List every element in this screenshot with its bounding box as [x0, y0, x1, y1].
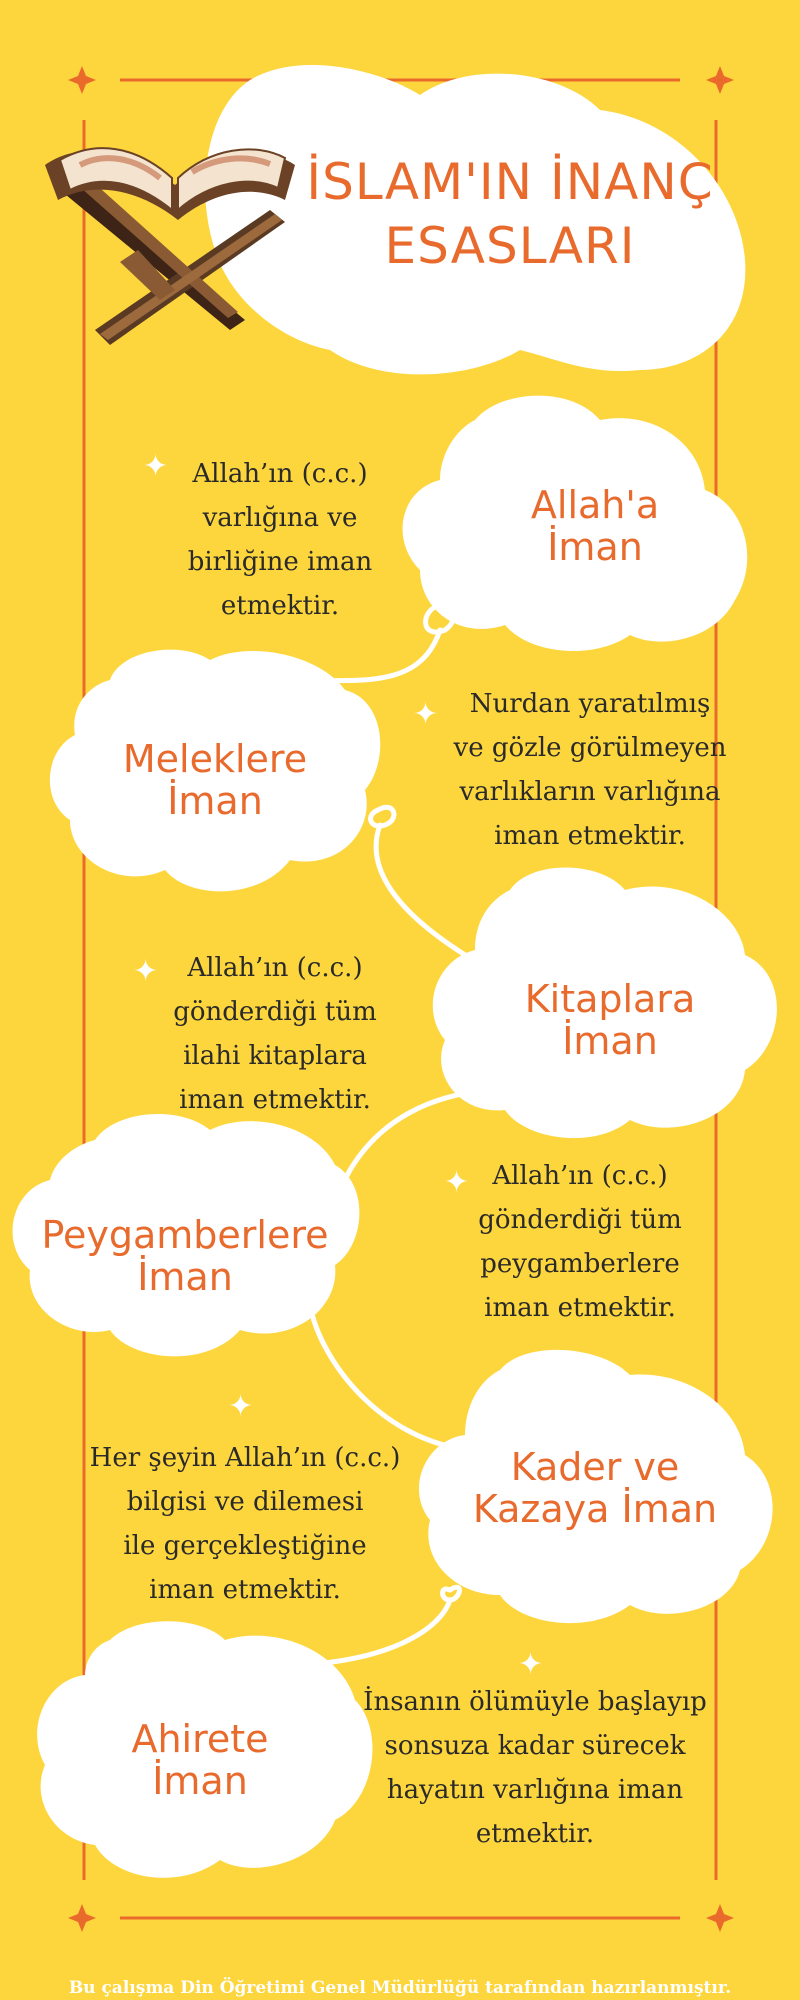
desc-line: ilahi kitaplara: [183, 1041, 367, 1071]
corner-star-icon: [706, 1904, 734, 1932]
description-kitaplara-iman: [150, 946, 400, 1122]
description-allaha-iman: [160, 452, 400, 628]
desc-line: iman etmektir.: [494, 821, 686, 851]
desc-line: ile gerçekleştiğine: [123, 1531, 367, 1561]
description-ahirete-iman: [355, 1680, 715, 1856]
heading-line-2: İman: [152, 1759, 248, 1803]
desc-line: hayatın varlığına iman: [386, 1775, 684, 1805]
corner-star-icon: [68, 66, 96, 94]
heading-meleklere-iman: [85, 738, 345, 822]
desc-line: gönderdiği tüm: [173, 997, 377, 1027]
desc-line: Allah’ın (c.c.): [187, 953, 363, 983]
sparkle-icon: ✦: [444, 1165, 470, 1200]
heading-line-2: İman: [137, 1255, 233, 1299]
desc-line: bilgisi ve dilemesi: [126, 1487, 364, 1517]
desc-line: peygamberlere: [480, 1249, 680, 1279]
desc-line: Nurdan yaratılmış: [469, 689, 711, 719]
desc-line: etmektir.: [475, 1819, 595, 1849]
desc-line: etmektir.: [220, 591, 340, 621]
heading-line-1: Kitaplara: [524, 977, 696, 1021]
desc-line: birliğine iman: [187, 547, 373, 577]
description-meleklere-iman: [425, 682, 755, 858]
page-title-line-2: ESASLARI: [384, 217, 636, 275]
desc-line: iman etmektir.: [484, 1293, 676, 1323]
heading-peygamberlere-iman: [35, 1214, 335, 1298]
page-title-line-1: İSLAM'IN İNANÇ: [306, 153, 714, 211]
sparkle-icon: ✦: [413, 697, 439, 732]
heading-line-1: Allah'a: [530, 483, 660, 527]
description-kader-ve-kazaya-iman: [80, 1436, 410, 1612]
heading-allaha-iman: [485, 484, 705, 568]
heading-line-2: İman: [547, 525, 643, 569]
desc-line: ve gözle görülmeyen: [453, 733, 727, 763]
desc-line: Allah’ın (c.c.): [492, 1161, 668, 1191]
heading-ahirete-iman: [85, 1718, 315, 1802]
sparkle-icon: ✦: [518, 1647, 544, 1682]
desc-line: İnsanın ölümüyle başlayıp: [363, 1687, 707, 1717]
sparkle-icon: ✦: [143, 449, 169, 484]
desc-line: varlığına ve: [202, 503, 358, 533]
corner-star-icon: [706, 66, 734, 94]
desc-line: varlıkların varlığına: [459, 777, 721, 807]
desc-line: iman etmektir.: [149, 1575, 341, 1605]
heading-kader-ve-kazaya-iman: [470, 1446, 720, 1530]
desc-line: sonsuza kadar sürecek: [384, 1731, 686, 1761]
sparkle-icon: ✦: [228, 1389, 254, 1424]
heading-line-2: İman: [562, 1019, 658, 1063]
corner-star-icon: [68, 1904, 96, 1932]
heading-line-2: Kazaya İman: [472, 1487, 718, 1531]
description-peygamberlere-iman: [455, 1154, 705, 1330]
desc-line: Allah’ın (c.c.): [192, 459, 368, 489]
page-title: [300, 150, 720, 278]
desc-line: iman etmektir.: [179, 1085, 371, 1115]
heading-line-1: Kader ve: [510, 1445, 680, 1489]
desc-line: gönderdiği tüm: [478, 1205, 682, 1235]
heading-kitaplara-iman: [490, 978, 730, 1062]
heading-line-1: Ahirete: [131, 1717, 269, 1761]
heading-line-1: Meleklere: [122, 737, 308, 781]
footer-credit: Bu çalışma Din Öğretimi Genel Müdürlüğü tarafından hazırlanmıştır.: [68, 1978, 732, 1998]
heading-line-2: İman: [167, 779, 263, 823]
heading-line-1: Peygamberlere: [41, 1213, 329, 1257]
desc-line: Her şeyin Allah’ın (c.c.): [89, 1443, 401, 1473]
sparkle-icon: ✦: [133, 954, 159, 989]
